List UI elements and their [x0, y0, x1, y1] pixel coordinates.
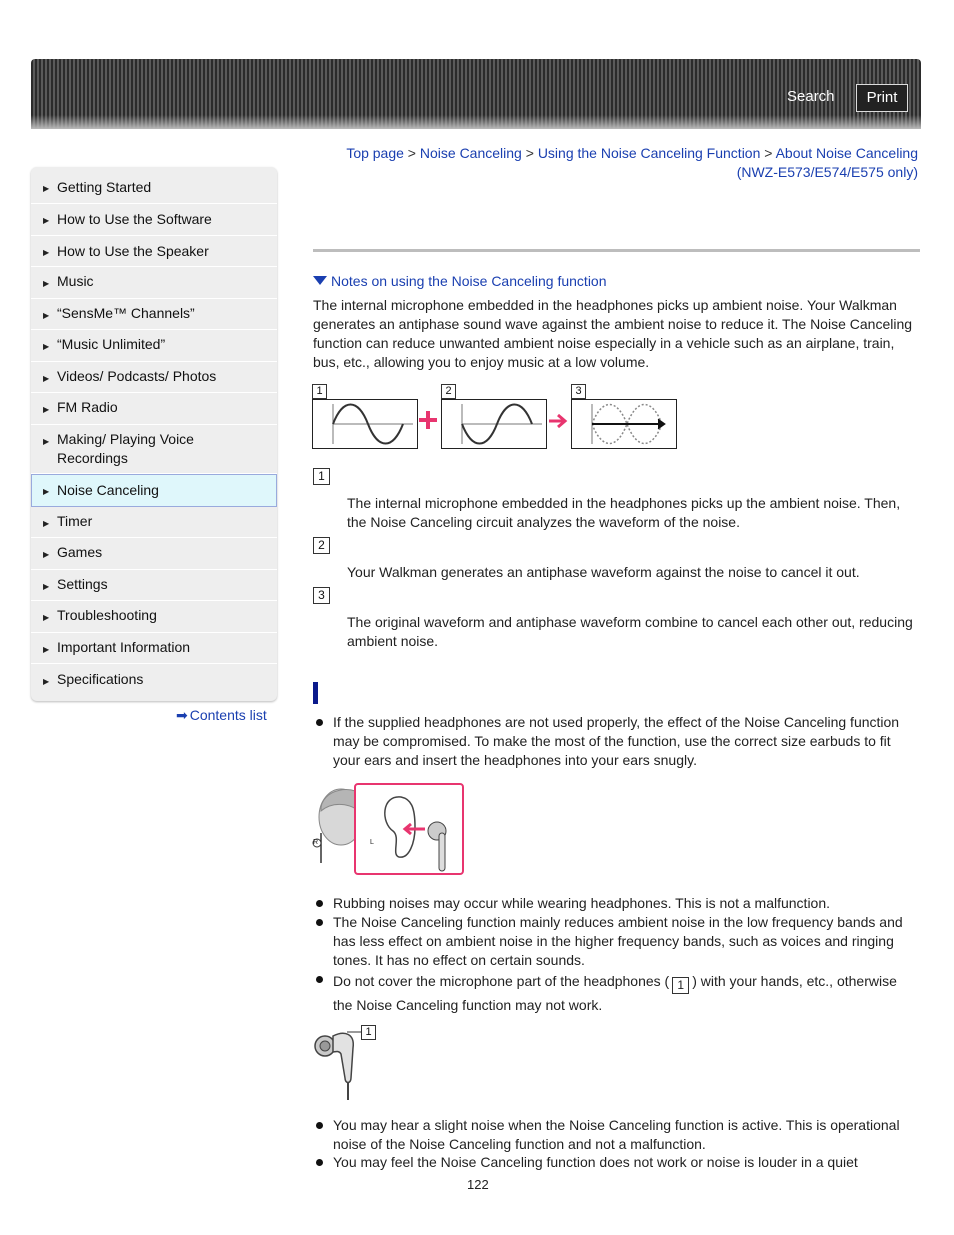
print-button[interactable]: Print — [856, 84, 908, 112]
breadcrumb-sep: > — [760, 145, 776, 161]
cancelled-wave-icon — [572, 400, 676, 448]
list-item-text — [333, 970, 908, 1016]
step-number-badge: 2 — [441, 384, 456, 399]
sidebar-item-fm-radio[interactable] — [31, 393, 277, 425]
caret-right-icon: ▶ — [43, 487, 50, 496]
caret-right-icon: ▶ — [43, 248, 50, 257]
caret-right-icon: ▶ — [43, 216, 50, 225]
step-number-badge: 3 — [571, 384, 586, 399]
step-number-badge: 2 — [313, 537, 330, 554]
list-item-text: You may feel the Noise Canceling function does not work or noise is louder in a quiet — [333, 1154, 858, 1170]
caret-right-icon: ▶ — [43, 437, 50, 446]
sidebar-item-label: Videos/ Podcasts/ Photos — [57, 368, 217, 384]
bullet-dot — [316, 976, 323, 983]
caret-right-icon: ▶ — [43, 582, 50, 591]
breadcrumb-top-page[interactable]: Top page — [346, 145, 404, 161]
breadcrumb-sep: > — [403, 145, 420, 161]
arrow-right-icon — [548, 412, 570, 430]
caret-right-icon: ▶ — [43, 519, 50, 528]
step-text: Your Walkman generates an antiphase waveform against the noise to cancel it out. — [347, 564, 860, 580]
contents-list-link[interactable]: ➡ Contents list — [176, 707, 267, 723]
list-item-text-pre: Do not cover the microphone part of the headphones ( — [333, 973, 670, 989]
sidebar-item-music[interactable] — [31, 267, 277, 299]
caret-right-icon: ▶ — [43, 279, 50, 288]
step-text: The internal microphone embedded in the headphones picks up the ambient noise. Then, the Noise Canceling circuit analyzes the waveform of the noise. — [347, 495, 901, 530]
sidebar-item-label: Making/ Playing Voice — [57, 431, 194, 447]
list-item-text-post: ) with your hands, etc., otherwise the Noise Canceling function may not work. — [333, 973, 897, 1013]
sidebar-item-software[interactable] — [31, 204, 277, 236]
sidebar-item-label: Getting Started — [57, 179, 152, 195]
breadcrumb-noise-canceling[interactable]: Noise Canceling — [419, 145, 522, 161]
section-heading-marker — [313, 682, 318, 704]
list-item — [313, 713, 920, 773]
list-item — [313, 1116, 920, 1156]
ear-right-label: R — [313, 839, 319, 846]
caret-right-icon: ▶ — [43, 405, 50, 414]
sidebar-item-label: How to Use the Software — [57, 211, 212, 227]
sidebar-item-label: Noise Canceling — [57, 482, 159, 498]
bullet-dot — [316, 919, 323, 926]
list-item — [313, 894, 920, 914]
sidebar-item-label: “SensMe™ Channels” — [57, 305, 195, 321]
sidebar-item-voice-recordings[interactable] — [31, 425, 277, 474]
list-item-text: You may hear a slight noise when the Noise Canceling function is active. This is operational noise of the Noise Canceling function and not a malfunction. — [333, 1117, 900, 1152]
sidebar-item-specifications[interactable] — [31, 664, 277, 697]
sidebar-item-troubleshooting[interactable] — [31, 601, 277, 633]
step-text: The original waveform and antiphase waveform combine to cancel each other out, reducing ambient noise. — [347, 614, 913, 649]
sidebar-item-sensme[interactable] — [31, 299, 277, 330]
step-number-badge: 1 — [672, 977, 689, 994]
list-item — [313, 970, 920, 1014]
sidebar-item-label: Timer — [57, 513, 93, 529]
sidebar-item-music-unlimited[interactable] — [31, 330, 277, 362]
bullet-dot — [316, 1159, 323, 1166]
plus-icon — [419, 410, 439, 430]
earbud-fit-figure — [311, 783, 465, 877]
ear-left-label: L — [370, 839, 374, 846]
intro-paragraph: The internal microphone embedded in the headphones picks up ambient noise. Your Walkman generates an antiphase sound wave against the ambient noise to reduce it. The Noise Canceling function can reduce unwanted ambient noise especially in a vehicle such as an airplane, train, bus, etc., allowing you to enjoy music at a low volume. — [313, 297, 913, 370]
step-number-badge: 1 — [313, 468, 330, 485]
caret-right-icon: ▶ — [43, 550, 50, 559]
step-number-badge: 1 — [361, 1025, 376, 1040]
bullet-dot — [316, 719, 323, 726]
bullet-dot — [316, 1122, 323, 1129]
earbud-microphone-figure — [311, 1024, 377, 1100]
sidebar-item-label: Settings — [57, 576, 108, 592]
breadcrumb-using-function[interactable]: Using the Noise Canceling Function — [537, 145, 761, 161]
sidebar-item-label: How to Use the Speaker — [57, 243, 209, 259]
sidebar-item-label: Games — [57, 544, 103, 560]
step-number-badge: 1 — [312, 384, 327, 399]
sidebar-item-label: “Music Unlimited” — [57, 336, 166, 352]
sidebar-nav — [31, 167, 277, 701]
sidebar-item-important-info[interactable] — [31, 633, 277, 664]
sidebar-item-label-line2: Recordings — [57, 450, 128, 466]
caret-right-icon: ▶ — [43, 342, 50, 351]
step-number-badge: 3 — [313, 587, 330, 604]
list-item — [313, 913, 920, 973]
sidebar-item-timer[interactable] — [31, 507, 277, 538]
sidebar-item-speaker[interactable] — [31, 236, 277, 267]
sidebar-item-label: Specifications — [57, 671, 144, 687]
sidebar-item-settings[interactable] — [31, 570, 277, 601]
triangle-down-icon — [313, 276, 327, 285]
sine-wave-icon — [313, 400, 417, 448]
sidebar-item-label: Troubleshooting — [57, 607, 157, 623]
caret-right-icon: ▶ — [43, 184, 50, 193]
title-divider — [313, 249, 920, 252]
wave-antiphase-panel — [441, 399, 547, 449]
sidebar-item-label: Important Information — [57, 639, 191, 655]
list-item-text: If the supplied headphones are not used properly, the effect of the Noise Canceling function may be compromised. To make the most of the function, use the correct size earbuds to fit your ears and insert the headphones into your ears snugly. — [333, 714, 900, 768]
sidebar-item-label: FM Radio — [57, 399, 118, 415]
list-item-text: Rubbing noises may occur while wearing headphones. This is not a malfunction. — [333, 895, 831, 911]
breadcrumb-sep: > — [521, 145, 538, 161]
breadcrumb-about[interactable]: About Noise Canceling — [775, 145, 918, 161]
wave-original-panel — [312, 399, 418, 449]
breadcrumb — [313, 144, 918, 182]
inverted-wave-icon — [442, 400, 546, 448]
caret-right-icon: ▶ — [43, 645, 50, 654]
caret-right-icon: ▶ — [43, 613, 50, 622]
list-item — [313, 1153, 920, 1173]
bullet-dot — [316, 900, 323, 907]
page-number: 122 — [467, 1177, 489, 1192]
sidebar-item-games[interactable] — [31, 538, 277, 570]
caret-right-icon: ▶ — [43, 311, 50, 320]
arrow-right-icon: ➡ — [176, 707, 188, 723]
caret-right-icon: ▶ — [43, 677, 50, 686]
sidebar-item-label: Music — [57, 273, 94, 289]
sidebar-item-noise-canceling[interactable] — [31, 474, 277, 507]
list-item-text: The Noise Canceling function mainly reduces ambient noise in the low frequency bands and has less effect on ambient noise in the higher frequency bands, such as voices and ringing tones. It has no effect on certain sounds. — [333, 914, 903, 968]
breadcrumb-about-models[interactable]: (NWZ-E573/E574/E575 only) — [736, 164, 918, 180]
caret-right-icon: ▶ — [43, 374, 50, 383]
wave-cancelled-panel — [571, 399, 677, 449]
notes-anchor-link[interactable]: Notes on using the Noise Canceling function — [313, 273, 607, 289]
search-link[interactable]: Search — [787, 88, 835, 105]
sidebar-item-getting-started[interactable] — [31, 171, 277, 204]
sidebar-item-videos[interactable] — [31, 362, 277, 393]
